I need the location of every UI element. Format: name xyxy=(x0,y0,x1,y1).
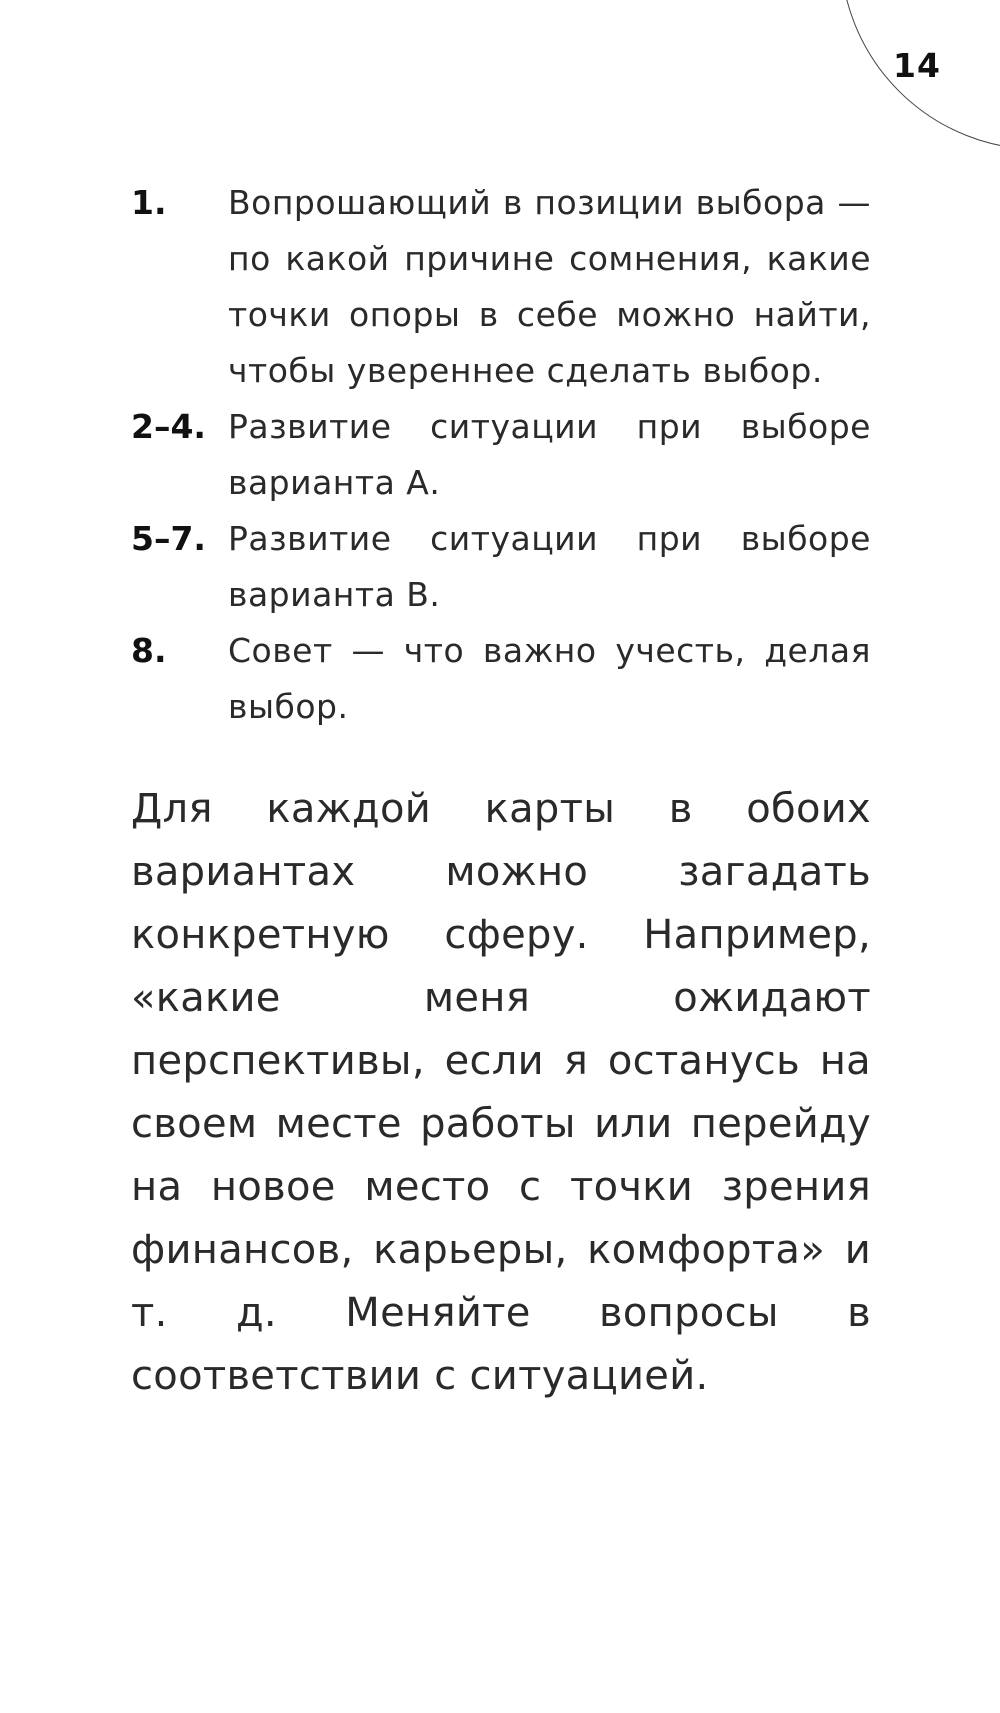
step-number: 1. xyxy=(131,183,167,222)
step-number: 5–7. xyxy=(131,519,206,558)
list-item xyxy=(131,399,871,511)
step-number: 2–4. xyxy=(131,407,206,446)
body-paragraph: Для каждой карты в обоих вариантах можно загадать конкретную сферу. Например, «какие меня ожидают перспективы, если я останусь на своем месте работы или перейду на новое место с точки зрения финансов, карьеры, комфорта» и т. д. Меняйте вопросы в соответствии с ситуацией. xyxy=(131,786,871,1399)
list-item xyxy=(131,623,871,735)
step-text: Развитие ситуации при выборе варианта А. xyxy=(228,407,871,502)
step-list xyxy=(131,175,871,735)
list-item xyxy=(131,175,871,399)
step-text: Совет — что важно учесть, делая выбор. xyxy=(228,631,871,726)
step-text: Развитие ситуации при выборе варианта В. xyxy=(228,519,871,614)
step-text: Вопрошающий в позиции выбора — по какой причине сомнения, какие точки опоры в себе можно найти, чтобы увереннее сделать выбор. xyxy=(228,183,871,390)
step-number: 8. xyxy=(131,631,167,670)
list-item xyxy=(131,511,871,623)
page-number: 14 xyxy=(893,46,941,85)
